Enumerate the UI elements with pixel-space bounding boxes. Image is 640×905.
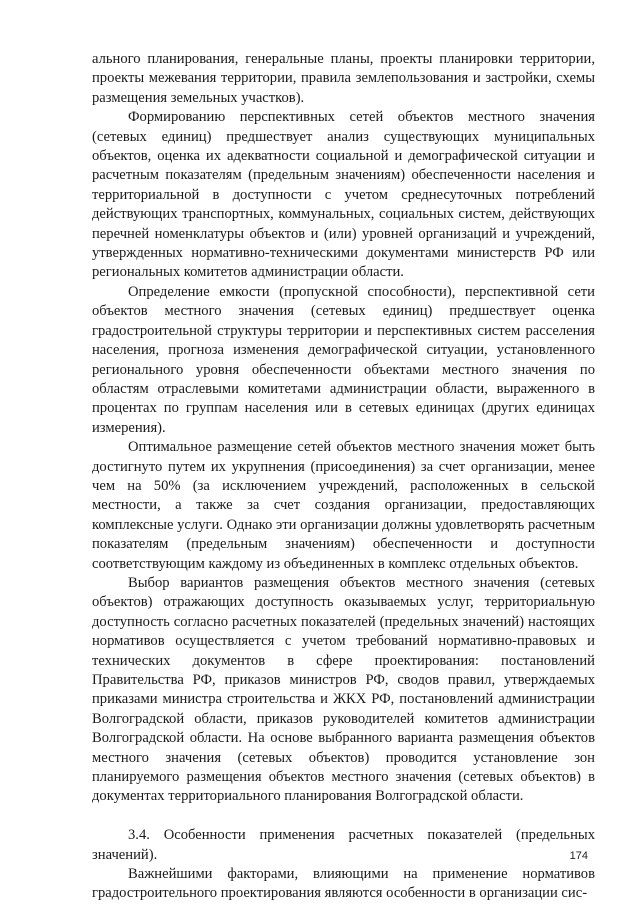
page-number: 174 xyxy=(569,850,588,862)
paragraph: Важнейшими факторами, влияющими на применение нормативов градостроительного проектирования являются особенности в организации сис- xyxy=(92,866,595,902)
paragraph: Выбор вариантов размещения объектов местного значения (сетевых объектов) отражающих доступность оказываемых услуг, территориальную доступность согласно расчетных показателей (предельных значений) настоящих нормативов осуществляется с учетом требований нормативно-правовых и технических документов в сфере проектирования: постановлений Правительства РФ, приказов министров РФ, сводов правил, утверждаемых приказами министра строительства и ЖКХ РФ, постановлений администрации Волгоградской области, приказов руководителей комитетов администрации Волгоградской области. На основе выбранного варианта размещения объектов местного значения (сетевых объектов) проводится установление зон планируемого размещения объектов местного значения (сетевых объектов) в документах территориального планирования Волгоградской области. xyxy=(92,574,595,805)
paragraph: Определение емкости (пропускной способности), перспективной сети объектов местного значения (сетевых единиц) предшествует оценка градостроительной структуры территории и перспективных систем расселения населения, прогноза изменения демографической ситуации, установленного регионального уровня обеспеченности объектами местного значения по областям отраслевыми комитетами администрации области, выраженного в процентах по группам населения или в сетевых единицах (других единицах измерения). xyxy=(92,283,595,436)
paragraph: Оптимальное размещение сетей объектов местного значения может быть достигнуто путем их укрупнения (присоединения) за счет организации, менее чем на 50% (за исключением учреждений, расположенных в сельской местности, а также за счет создания организации, предоставляющих комплексные услуги. Однако эти организации должны удовлетворять расчетным показателям (предельным значениям) обеспеченности и доступности соответствующим каждому из объединенных в комплекс отдельных объектов. xyxy=(92,439,595,572)
section-heading: 3.4. Особенности применения расчетных показателей (предельных значений). xyxy=(92,827,595,863)
body-text xyxy=(92,50,595,904)
paragraph: Формированию перспективных сетей объектов местного значения (сетевых единиц) предшествует анализ существующих муниципальных объектов, оценка их адекватности социальной и демографической ситуации и расчетным показателям (предельным значениям) обеспеченности населения и территориальной в доступности с учетом среднесуточных потреблений действующих транспортных, коммунальных, социальных систем, действующих перечней номенклатуры объектов и (или) уровней организаций и учреждений, утвержденных нормативно-техническими документами министерств РФ или региональных комитетов администрации области. xyxy=(92,109,595,281)
paragraph-continuation: ального планирования, генеральные планы, проекты планировки территории, проекты межевания территории, правила землепользования и застройки, схемы размещения земельных участков). xyxy=(92,51,595,106)
